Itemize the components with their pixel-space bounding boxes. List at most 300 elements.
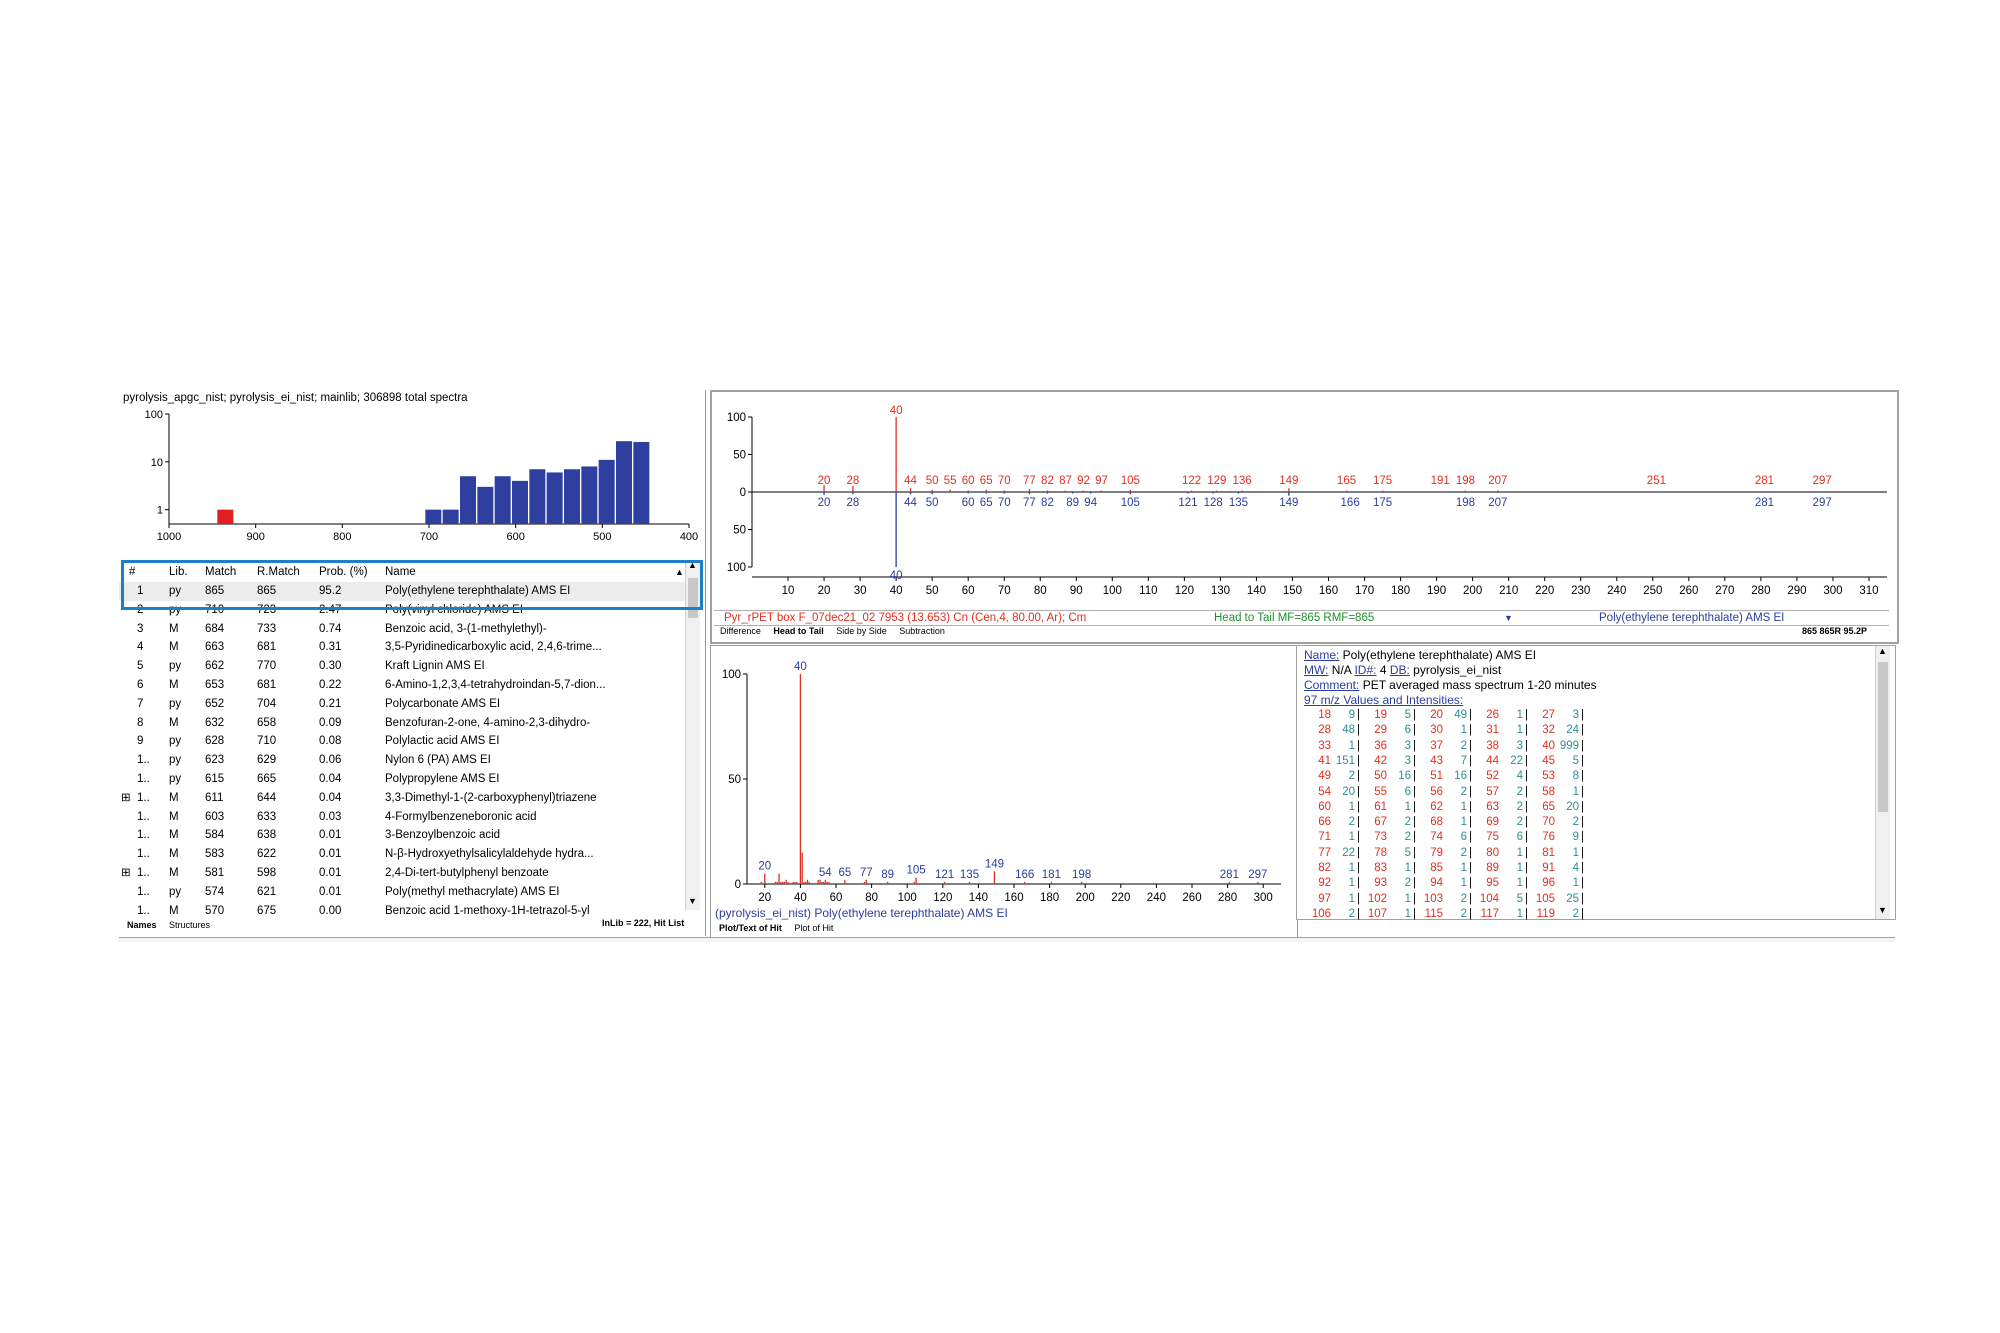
row-rmatch: 865	[257, 585, 277, 597]
upper-peak-label: 136	[1232, 475, 1252, 487]
row-number: 1	[137, 585, 144, 597]
peak-intensity: 6	[1460, 831, 1467, 844]
peak-intensity: 4	[1516, 770, 1523, 783]
histogram-bar	[529, 469, 545, 524]
peak-intensity: 2	[1404, 816, 1411, 829]
row-library: M	[169, 622, 179, 635]
peak-mz: 102	[1367, 892, 1387, 905]
lower-peak-label: 121	[1178, 497, 1198, 509]
table-row[interactable]	[119, 751, 689, 770]
row-match: 584	[205, 829, 225, 842]
peak-mz: 63	[1486, 800, 1499, 813]
peak-table-row	[1309, 892, 1609, 907]
match-score: 865 865R 95.2P	[1802, 626, 1868, 636]
hit-caption-library: (pyrolysis_ei_nist)	[715, 906, 812, 920]
peak-mz: 65	[1542, 800, 1555, 813]
peak-table-row	[1309, 861, 1609, 876]
peak-table-row	[1309, 754, 1609, 769]
peak-intensity: 2	[1572, 907, 1579, 920]
column-header[interactable]: R.Match	[257, 566, 300, 578]
peak-mz: 79	[1430, 846, 1443, 859]
histogram-bar	[512, 481, 528, 524]
row-rmatch: 675	[257, 904, 277, 917]
column-header[interactable]: Name	[385, 566, 416, 578]
peak-intensity: 16	[1454, 770, 1467, 783]
upper-peak-label: 87	[1059, 475, 1072, 487]
hit-spectrum-chart	[711, 646, 1297, 906]
row-library: py	[169, 885, 182, 898]
peak-separator: |	[1469, 739, 1472, 752]
peak-intensity: 6	[1516, 831, 1523, 844]
peak-intensity: 6	[1404, 785, 1411, 798]
row-prob: 95.2	[319, 585, 342, 597]
hit-peak-label: 77	[859, 866, 873, 879]
table-row[interactable]	[119, 620, 689, 639]
row-rmatch: 723	[257, 603, 277, 616]
peak-mz: 31	[1486, 724, 1499, 737]
peak-mz: 55	[1374, 785, 1387, 798]
peak-table-row	[1309, 708, 1609, 723]
peak-mz: 70	[1542, 816, 1555, 829]
upper-peak-label: 207	[1488, 475, 1508, 487]
h2t-x-tick-label: 70	[997, 585, 1011, 597]
peak-separator: |	[1581, 877, 1584, 890]
h2t-x-tick-label: 80	[1033, 585, 1047, 597]
histogram-bar	[425, 510, 441, 524]
h2t-x-tick-label: 10	[781, 585, 795, 597]
hit-list	[119, 560, 705, 917]
peak-separator: |	[1581, 724, 1584, 737]
hit-peak-label: 65	[838, 866, 852, 879]
row-name: Benzoic acid, 3-(1-methylethyl)-	[385, 622, 547, 635]
h2t-y-tick-label: 100	[726, 412, 746, 424]
row-match: 652	[205, 697, 225, 710]
row-name: 6-Amino-1,2,3,4-tetrahydroindan-5,7-dion...	[385, 679, 606, 691]
table-row[interactable]	[119, 714, 689, 733]
peak-intensity: 1	[1348, 862, 1355, 874]
expand-icon[interactable]: ⊞	[121, 867, 131, 879]
peak-intensity: 7	[1460, 754, 1467, 767]
row-match: 684	[205, 622, 225, 635]
tab-head-to-tail[interactable]: Head to Tail	[773, 626, 824, 636]
h2t-y-tick-label: 0	[739, 487, 746, 499]
hit-info-scrollbar[interactable]	[1875, 646, 1890, 919]
column-header[interactable]: Lib.	[169, 566, 188, 578]
lower-peak-label: 198	[1455, 497, 1476, 509]
hit-x-tick-label: 220	[1111, 892, 1131, 904]
h2t-x-tick-label: 150	[1282, 585, 1303, 597]
comment-label: Comment:	[1304, 678, 1360, 692]
info-scroll-down-icon[interactable]: ▼	[1878, 905, 1887, 915]
peak-table-row	[1309, 907, 1609, 922]
row-name: Polypropylene AMS EI	[385, 773, 500, 785]
h2t-x-tick-label: 300	[1823, 585, 1843, 597]
upper-peak-label: 77	[1023, 475, 1036, 487]
hit-peak-label: 40	[794, 661, 807, 673]
lower-peak-label: 89	[1066, 497, 1080, 509]
peak-intensity: 3	[1404, 739, 1411, 752]
peak-mz: 76	[1542, 831, 1555, 844]
peak-mz: 53	[1542, 770, 1555, 783]
peak-mz: 89	[1486, 862, 1499, 874]
row-rmatch: 658	[257, 716, 277, 729]
row-rmatch: 770	[257, 660, 277, 673]
h2t-x-tick-label: 50	[925, 585, 939, 597]
lower-peak-label: 50	[925, 497, 939, 509]
row-match: 603	[205, 810, 225, 823]
values-title-label: 97 m/z Values and Intensities:	[1304, 693, 1464, 707]
peak-mz: 43	[1430, 754, 1443, 767]
table-row[interactable]	[119, 676, 689, 695]
peak-mz: 20	[1430, 709, 1443, 721]
table-row[interactable]	[119, 657, 689, 676]
h2t-y-tick-label: 100	[726, 562, 746, 574]
h2t-x-tick-label: 160	[1318, 585, 1339, 597]
hit-peak-label: 181	[1041, 868, 1061, 881]
h2t-x-tick-label: 270	[1715, 585, 1735, 597]
row-match: 628	[205, 735, 225, 748]
peak-mz: 45	[1542, 754, 1555, 767]
row-match: 663	[205, 641, 225, 654]
upper-peak-label: 20	[817, 475, 831, 487]
tab-names[interactable]: Names	[127, 920, 157, 930]
highlight-box	[121, 560, 703, 610]
peak-mz: 58	[1542, 785, 1555, 798]
peak-mz: 83	[1374, 862, 1387, 874]
table-row[interactable]	[119, 789, 689, 808]
peak-intensity: 5	[1404, 709, 1411, 721]
table-row[interactable]	[119, 826, 689, 845]
lower-peak-label: 94	[1084, 497, 1098, 509]
row-name: Nylon 6 (PA) AMS EI	[385, 754, 491, 767]
peak-mz: 19	[1374, 709, 1387, 721]
peak-intensity: 5	[1516, 892, 1523, 905]
peak-separator: |	[1413, 754, 1416, 767]
histogram-bar	[581, 466, 597, 524]
table-row[interactable]	[119, 732, 689, 751]
peak-separator: |	[1469, 800, 1472, 813]
peak-separator: |	[1357, 907, 1360, 920]
row-library: M	[169, 641, 179, 654]
peak-intensity: 2	[1404, 877, 1411, 890]
hit-peak-label: 149	[984, 858, 1005, 871]
h2t-y-tick-label: 50	[733, 524, 746, 537]
peak-separator: |	[1413, 724, 1416, 737]
hit-y-tick-label: 50	[728, 774, 741, 786]
scroll-down-arrow-icon[interactable]: ▼	[688, 896, 697, 906]
row-match: 632	[205, 716, 225, 729]
row-name: Kraft Lignin AMS EI	[385, 660, 485, 673]
peak-separator: |	[1581, 770, 1584, 783]
hit-x-tick-label: 280	[1218, 892, 1238, 904]
peak-mz: 105	[1535, 892, 1555, 905]
db-label: DB:	[1389, 663, 1410, 677]
histogram-bar	[633, 442, 649, 524]
row-prob: 0.01	[319, 885, 342, 898]
peak-separator: |	[1357, 724, 1360, 737]
hit-peak-label: 135	[959, 868, 980, 881]
peak-separator: |	[1469, 785, 1472, 798]
peak-separator: |	[1413, 816, 1416, 829]
histogram-bar	[616, 441, 632, 524]
lower-peak-label: 77	[1023, 497, 1036, 509]
id-value: 4	[1376, 663, 1390, 677]
h2t-x-tick-label: 30	[853, 585, 867, 597]
row-name: N-β-Hydroxyethylsalicylaldehyde hydra...	[385, 848, 594, 861]
row-match: 865	[205, 585, 225, 597]
peak-separator: |	[1525, 800, 1528, 813]
lower-peak-label: 281	[1754, 497, 1775, 509]
peak-separator: |	[1413, 770, 1416, 783]
tab-plot-text-of-hit[interactable]: Plot/Text of Hit	[719, 923, 782, 933]
peak-mz: 30	[1430, 724, 1443, 737]
peak-intensity: 3	[1572, 709, 1579, 721]
hit-x-tick-label: 80	[865, 892, 878, 904]
info-scroll-up-icon[interactable]: ▲	[1878, 646, 1887, 656]
histogram-bar	[443, 510, 459, 524]
row-rmatch: 733	[257, 622, 277, 635]
peak-intensity: 1	[1348, 892, 1355, 905]
hit-peak-label: 281	[1219, 868, 1239, 881]
peak-mz: 69	[1486, 816, 1499, 829]
hit-x-tick-label: 180	[1040, 892, 1060, 904]
tab-side-by-side[interactable]: Side by Side	[836, 626, 887, 636]
tab-subtraction[interactable]: Subtraction	[899, 626, 945, 636]
histogram-bar	[460, 476, 476, 524]
peak-separator: |	[1525, 816, 1528, 829]
mw-label: MW:	[1304, 663, 1329, 677]
row-number: 1..	[137, 848, 150, 861]
peak-intensity: 20	[1342, 785, 1355, 798]
row-match: 615	[205, 773, 225, 785]
row-match: 662	[205, 660, 225, 673]
lower-peak-label: 28	[846, 497, 860, 509]
upper-peak-label: 191	[1430, 475, 1450, 487]
h2t-x-tick-label: 140	[1246, 585, 1267, 597]
peak-intensity: 5	[1572, 754, 1579, 767]
peak-separator: |	[1357, 831, 1360, 844]
upper-peak-label: 44	[904, 475, 917, 487]
hit-list-scrollbar[interactable]	[685, 560, 700, 910]
table-row[interactable]	[119, 638, 689, 657]
peak-separator: |	[1581, 754, 1584, 767]
row-rmatch: 681	[257, 641, 277, 654]
peak-mz: 73	[1374, 831, 1387, 844]
hit-caption-name: Poly(ethylene terephthalate) AMS EI	[811, 906, 1008, 920]
table-row[interactable]	[119, 845, 689, 864]
hit-x-tick-label: 300	[1253, 892, 1273, 904]
lower-peak-label: 60	[961, 497, 975, 509]
peak-mz: 119	[1536, 907, 1555, 920]
hit-y-tick-label: 100	[721, 669, 741, 681]
peak-intensity: 2	[1348, 907, 1355, 920]
peak-mz: 81	[1542, 846, 1555, 859]
peak-intensity: 3	[1404, 754, 1411, 767]
row-number: 1..	[137, 829, 150, 842]
histogram-bar	[564, 469, 580, 524]
peak-intensity: 2	[1516, 785, 1523, 798]
peak-separator: |	[1357, 816, 1360, 829]
peak-mz: 57	[1486, 785, 1499, 798]
hit-x-tick-label: 100	[897, 892, 917, 904]
histogram-x-tick-label: 400	[679, 531, 699, 543]
column-header[interactable]: Match	[205, 566, 237, 578]
name-value: Poly(ethylene terephthalate) AMS EI	[1339, 648, 1537, 662]
peak-mz: 36	[1374, 739, 1387, 752]
peak-separator: |	[1525, 785, 1528, 798]
peak-mz: 61	[1374, 800, 1387, 813]
h2t-x-tick-label: 170	[1354, 585, 1375, 597]
histogram-x-tick-label: 700	[419, 531, 439, 543]
peak-intensity: 5	[1404, 846, 1411, 859]
table-row[interactable]	[119, 695, 689, 714]
peak-intensity: 1	[1572, 846, 1579, 859]
peak-intensity: 1	[1348, 877, 1355, 890]
row-name: Poly(methyl methacrylate) AMS EI	[385, 885, 560, 898]
tab-structures[interactable]: Structures	[169, 920, 211, 930]
lower-peak-label: 149	[1279, 497, 1299, 509]
peak-separator: |	[1581, 831, 1584, 844]
peak-mz: 91	[1542, 862, 1555, 874]
peak-mz: 56	[1430, 785, 1443, 798]
peak-separator: |	[1525, 739, 1528, 752]
sort-arrow-icon: ▲	[675, 567, 684, 577]
histogram-y-tick-label: 10	[150, 456, 163, 469]
peak-intensity: 2	[1460, 907, 1467, 920]
row-name: Polylactic acid AMS EI	[385, 735, 500, 748]
histogram-bar	[477, 487, 493, 524]
upper-peak-label: 129	[1207, 475, 1227, 487]
hit-info-scroll-thumb[interactable]	[1878, 662, 1888, 812]
peak-mz: 80	[1486, 846, 1499, 859]
row-match: 623	[205, 754, 225, 767]
peak-mz: 66	[1318, 816, 1331, 829]
peak-separator: |	[1357, 785, 1360, 798]
h2t-y-tick-label: 50	[733, 449, 746, 462]
row-prob: 0.74	[319, 622, 342, 635]
upper-peak-label: 65	[979, 475, 993, 487]
hit-x-tick-label: 200	[1075, 892, 1095, 904]
hit-peak-label: 121	[934, 868, 955, 881]
peak-table-row	[1309, 785, 1609, 800]
row-name: 2,4-Di-tert-butylphenyl benzoate	[385, 867, 549, 879]
hit-peak-label: 166	[1015, 868, 1035, 881]
column-header[interactable]: Prob. (%)	[319, 566, 368, 578]
h2t-x-tick-label: 260	[1679, 585, 1699, 597]
lower-peak-label: 175	[1372, 497, 1393, 509]
peak-mz: 106	[1311, 907, 1331, 920]
row-library: py	[169, 660, 182, 673]
hit-peak-label: 54	[818, 866, 832, 879]
row-name: 3,5-Pyridinedicarboxylic acid, 2,4,6-trime...	[385, 641, 602, 654]
peak-intensity: 151	[1335, 754, 1355, 767]
row-number: 7	[137, 697, 144, 710]
peak-intensity: 1	[1516, 862, 1523, 874]
h2t-x-tick-label: 230	[1571, 585, 1591, 597]
h2t-x-tick-label: 110	[1139, 585, 1158, 597]
peak-table-row	[1309, 876, 1609, 891]
peak-mz: 40	[1542, 739, 1555, 752]
peak-intensity: 1	[1516, 846, 1523, 859]
hit-x-tick-label: 20	[758, 892, 772, 904]
peak-intensity: 48	[1342, 724, 1355, 737]
hit-list-tabs	[127, 920, 220, 930]
peak-intensity: 1	[1404, 907, 1411, 920]
peak-intensity: 2	[1460, 739, 1467, 752]
histogram-x-tick-label: 900	[246, 531, 265, 543]
column-header[interactable]: #	[129, 566, 136, 578]
table-row[interactable]	[119, 864, 689, 883]
hit-y-tick-label: 0	[734, 879, 741, 891]
peak-separator: |	[1413, 739, 1416, 752]
lower-peak-label: 166	[1340, 497, 1360, 509]
h2t-x-tick-label: 310	[1859, 585, 1879, 597]
row-rmatch: 621	[257, 885, 277, 898]
peak-intensity: 1	[1516, 709, 1523, 721]
peak-intensity: 1	[1404, 892, 1411, 905]
row-match: 653	[205, 679, 225, 691]
peak-mz: 97	[1318, 892, 1331, 905]
upper-peak-label: 50	[925, 475, 939, 487]
peak-mz: 37	[1430, 739, 1443, 752]
hit-peak-label: 297	[1248, 868, 1268, 881]
peak-separator: |	[1525, 907, 1528, 920]
table-row[interactable]	[119, 883, 689, 902]
h2t-x-tick-label: 100	[1102, 585, 1122, 597]
table-row[interactable]	[119, 770, 689, 789]
table-row[interactable]	[119, 808, 689, 827]
peak-mz: 44	[1486, 754, 1499, 767]
row-prob: 0.06	[319, 754, 342, 767]
window-bottom-edge	[119, 937, 1895, 942]
peak-mz: 82	[1318, 862, 1331, 874]
peak-separator: |	[1413, 877, 1416, 890]
peak-mz: 54	[1318, 785, 1331, 798]
library-dropdown-icon[interactable]: ▼	[1504, 613, 1513, 623]
tab-difference[interactable]: Difference	[720, 626, 761, 636]
peak-separator: |	[1469, 770, 1472, 783]
row-library: M	[169, 848, 179, 861]
row-prob: 0.03	[319, 810, 342, 823]
row-number: 2	[137, 603, 144, 616]
tab-plot-of-hit[interactable]: Plot of Hit	[794, 923, 834, 933]
row-prob: 0.21	[319, 697, 342, 710]
peak-separator: |	[1357, 770, 1360, 783]
row-library: py	[169, 735, 182, 748]
row-rmatch: 644	[257, 791, 277, 804]
scroll-up-arrow-icon[interactable]: ▲	[688, 560, 697, 570]
peak-mz: 49	[1318, 770, 1331, 783]
lower-peak-label: 297	[1812, 497, 1832, 509]
row-name: Poly(ethylene terephthalate) AMS EI	[385, 585, 571, 597]
peak-mz: 75	[1486, 831, 1499, 844]
hit-peak-label: 105	[906, 864, 926, 877]
h2t-x-tick-label: 20	[817, 585, 831, 597]
expand-icon[interactable]: ⊞	[121, 791, 131, 804]
histogram-bar	[495, 476, 511, 524]
hit-x-tick-label: 140	[968, 892, 988, 904]
peak-intensity: 2	[1348, 770, 1355, 783]
row-rmatch: 665	[257, 773, 277, 785]
peak-separator: |	[1357, 709, 1360, 721]
peak-table-row	[1309, 830, 1609, 845]
hit-x-tick-label: 240	[1146, 892, 1166, 904]
row-number: 1..	[137, 754, 150, 767]
peak-separator: |	[1581, 800, 1584, 813]
lower-peak-label: 105	[1120, 497, 1140, 509]
peak-separator: |	[1581, 846, 1584, 859]
peak-separator: |	[1525, 831, 1528, 844]
